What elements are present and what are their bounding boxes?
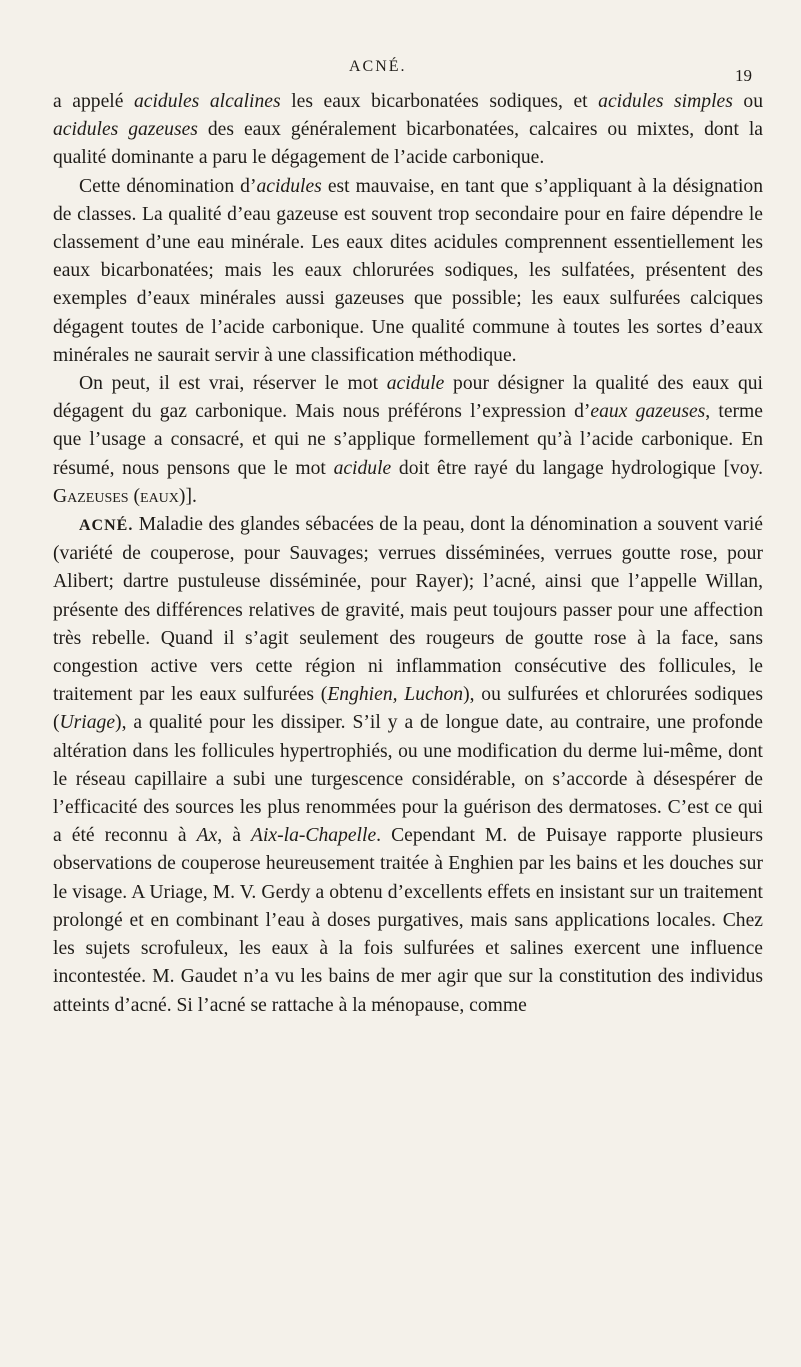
- text-run: ].: [185, 485, 197, 507]
- text-run: ), a qualité pour les dissiper. S’il y a de longue date, au contraire, une profonde altération dans les follicules hypertrophiés, ou une modification du derme lui-même, dont le réseau capillaire a subi une turgescence considérable, on s’accorde à désespérer de l’efficacité des sources les plus renommées pour la guérison des dermatoses. C’est ce qui a été reconnu à: [53, 712, 763, 847]
- paragraph: [53, 173, 763, 370]
- running-title: ACNÉ.: [349, 58, 407, 75]
- text-run: ), ou sulfurées et chlorurées sodiques (: [53, 684, 764, 734]
- text-run: des eaux généralement bicarbonatées, calcaires ou mixtes, dont la qualité dominante a paru le dégagement de l’acide carbonique.: [53, 119, 764, 169]
- text-run: pour désigner la qualité des eaux qui dégagent du gaz carbonique. Mais nous préférons l’expression d’: [53, 373, 763, 423]
- text-run: , à: [217, 825, 251, 847]
- italic-term: Uriage: [59, 712, 116, 734]
- text-run: est mauvaise, en tant que s’appliquant à la désignation de classes. La qualité d’eau gazeuse est souvent trop secondaire pour en faire dépendre le classement d’une eau minérale. Les eaux dites acidules comprennent essentiellement les eaux bicarbonatées; mais les eaux chlorurées sodiques, les sulfatées, présentent des exemples d’eaux minérales aussi gazeuses que possible; les eaux sulfurées calciques dégagent toutes de l’acide carbonique. Une qualité commune à toutes les sortes d’eaux minérales ne saurait servir à une classification méthodique.: [53, 175, 763, 366]
- text-run: . Cependant M. de Puisaye rapporte plusieurs observations de couperose heureusement traitée à Enghien par les bains et les douches sur le visage. A Uriage, M. V. Gerdy a obtenu d’excellents effets en insistant sur un traitement prolongé et en combinant l’eau à doses purgatives, mais sans applications locales. Chez les sujets scrofuleux, les eaux à la fois sulfurées et salines exercent une influence incontestée. M. Gaudet n’a vu les bains de mer agir que sur la constitution des individus atteints d’acné. Si l’acné se rattache à la ménopause, comme: [53, 825, 763, 1016]
- text-run: Cette dénomination d’: [79, 175, 257, 197]
- italic-term: acidules: [256, 175, 322, 197]
- text-run: On peut, il est vrai, réserver le mot: [79, 373, 387, 395]
- cross-reference: Gazeuses (eaux): [53, 485, 186, 507]
- italic-term: Ax: [196, 825, 218, 847]
- italic-term: eaux gazeuses: [590, 401, 706, 423]
- italic-term: Aix-la-Chapelle: [251, 825, 377, 847]
- text-run: ou: [732, 91, 764, 112]
- italic-term: acidules gazeuses: [53, 119, 198, 141]
- italic-term: acidule: [333, 457, 392, 479]
- paragraph-entry-acne: [53, 511, 763, 1020]
- text-run: , terme que l’usage a consacré, et qui ne s’applique formellement qu’à l’acide carbonique. En résumé, nous pensons que le mot: [53, 401, 763, 479]
- text-run: a appelé: [53, 91, 134, 112]
- text-run: Maladie des glandes sébacées de la peau, dont la dénomination a souvent varié (variété de couperose, pour Sauvages; verrues disséminées, verrues goutte rose, pour Alibert; dartre pustuleuse disséminée, pour Rayer); l’acné, ainsi que l’appelle Willan, présente des différences relatives de gravité, mais peut toujours passer pour une affection très rebelle. Quand il s’agit seulement des rougeurs de goutte rose à la face, sans congestion active vers cette région ni inflammation consécutive des follicules, le traitement par les eaux sulfurées (: [53, 514, 763, 706]
- text-run: les eaux bicarbonatées sodiques, et: [280, 91, 599, 112]
- page-number: 19: [735, 66, 752, 85]
- entry-headword: ACNÉ.: [79, 517, 134, 535]
- italic-term: acidule: [386, 373, 445, 395]
- body-text: [53, 88, 763, 1020]
- running-head: [0, 58, 801, 84]
- paragraph: [53, 88, 763, 173]
- italic-term: acidules simples: [598, 91, 733, 112]
- paragraph: [53, 370, 763, 511]
- italic-term: acidules alcalines: [133, 91, 281, 112]
- text-run: doit être rayé du langage hydrologique [voy.: [391, 457, 764, 479]
- italic-term: Enghien, Luchon: [327, 684, 464, 706]
